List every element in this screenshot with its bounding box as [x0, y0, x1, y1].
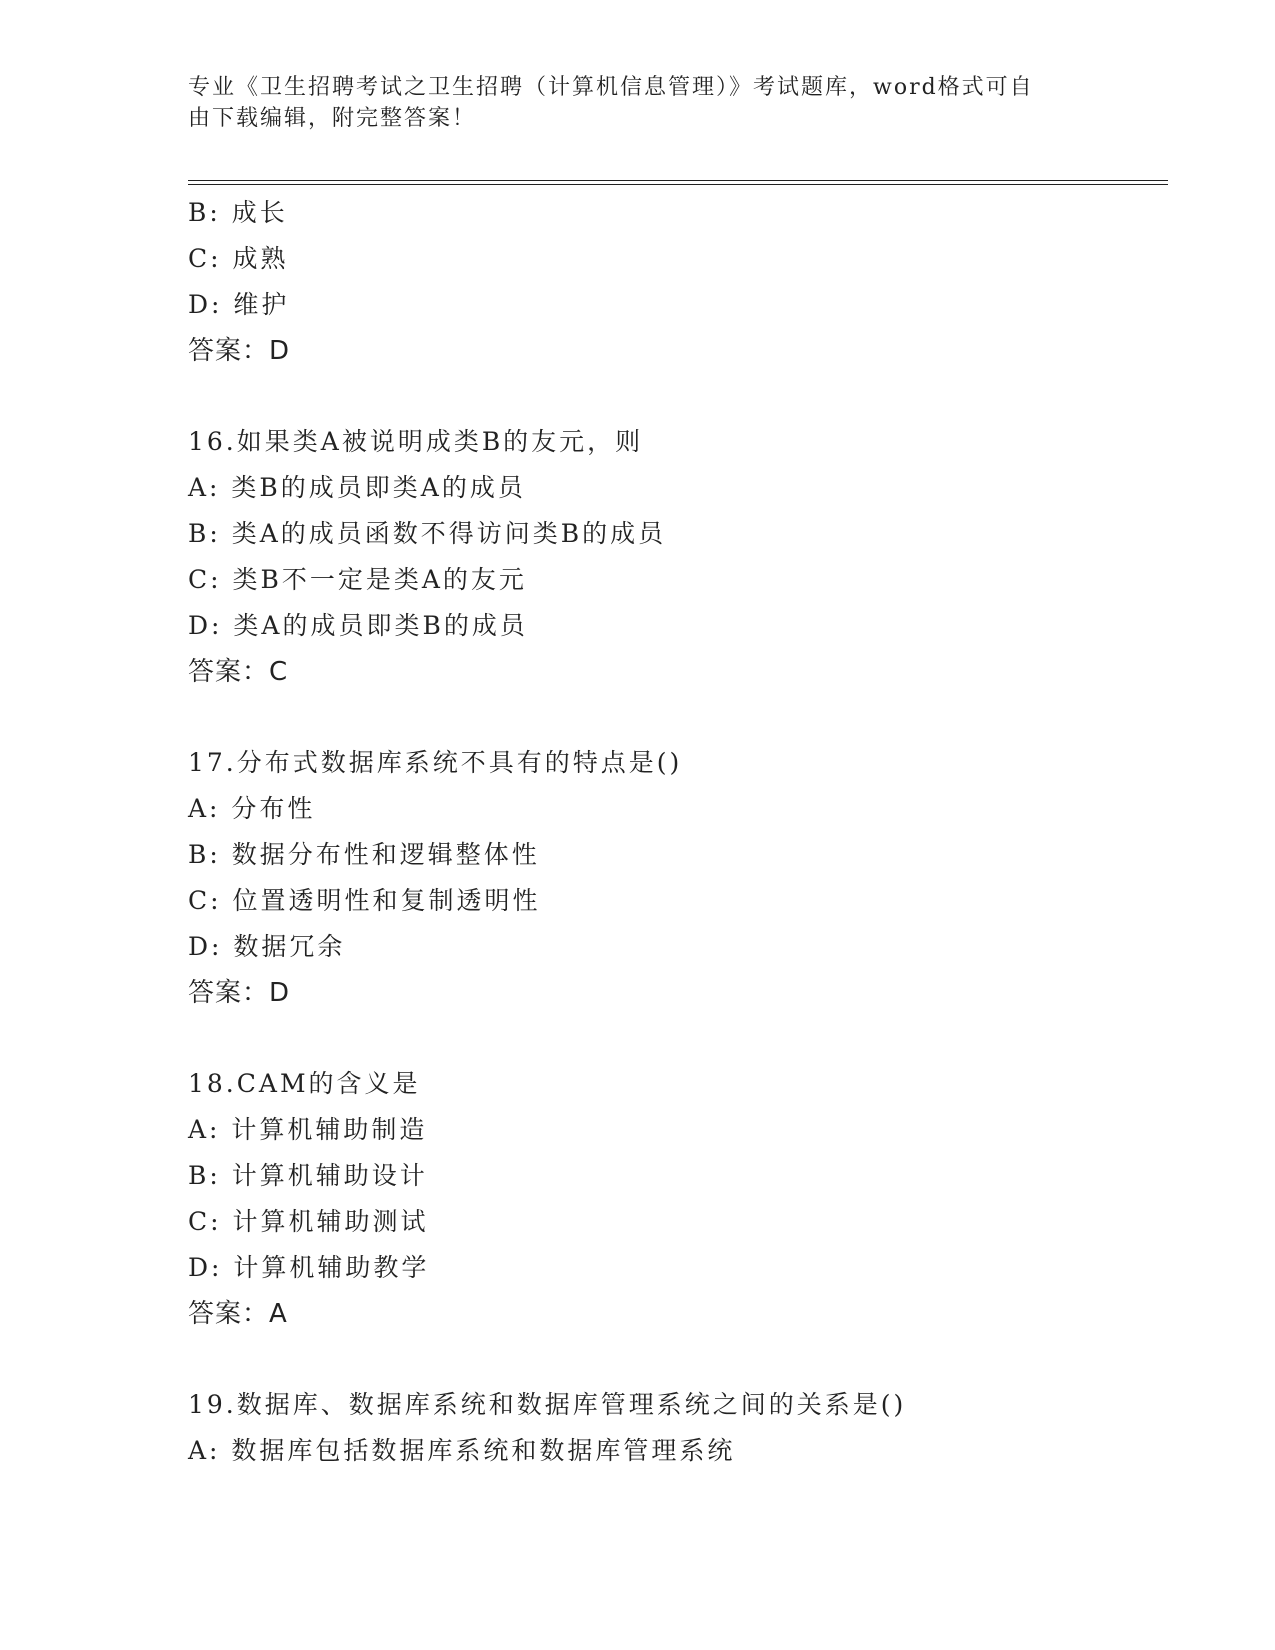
question-stem: 18.CAM的含义是 — [188, 1069, 421, 1098]
question-stem: 16.如果类A被说明成类B的友元，则 — [188, 427, 644, 456]
option-d: D: 类A的成员即类B的成员 — [188, 611, 528, 640]
question-stem: 17.分布式数据库系统不具有的特点是() — [188, 748, 683, 777]
option-d: D: 计算机辅助教学 — [188, 1253, 430, 1282]
option-c: C: 位置透明性和复制透明性 — [188, 886, 541, 915]
question-stem: 19.数据库、数据库系统和数据库管理系统之间的关系是() — [188, 1390, 907, 1419]
question-block-15 — [188, 190, 1188, 374]
spacer — [188, 374, 1188, 419]
header-line-2: 由下载编辑，附完整答案！ — [188, 106, 477, 131]
question-block-19 — [188, 1382, 1188, 1474]
header-line-1: 专业《卫生招聘考试之卫生招聘（计算机信息管理）》考试题库，word格式可自 — [188, 75, 1034, 100]
header-divider-top — [188, 180, 1168, 181]
option-a: A: 数据库包括数据库系统和数据库管理系统 — [188, 1436, 736, 1465]
option-b: B: 数据分布性和逻辑整体性 — [188, 840, 540, 869]
question-block-16 — [188, 419, 1188, 695]
answer-line: 答案：D — [188, 978, 291, 1008]
spacer — [188, 695, 1188, 740]
option-a: A: 类B的成员即类A的成员 — [188, 473, 526, 502]
option-c: C: 成熟 — [188, 244, 289, 273]
option-b: B: 成长 — [188, 198, 288, 227]
option-b: B: 计算机辅助设计 — [188, 1161, 428, 1190]
question-block-18 — [188, 1061, 1188, 1337]
spacer — [188, 1016, 1188, 1061]
option-b: B: 类A的成员函数不得访问类B的成员 — [188, 519, 667, 548]
header-divider-bottom — [188, 184, 1168, 185]
option-d: D: 数据冗余 — [188, 932, 346, 961]
option-d: D: 维护 — [188, 290, 290, 319]
document-header — [188, 72, 1068, 134]
answer-line: 答案：D — [188, 336, 291, 366]
option-c: C: 类B不一定是类A的友元 — [188, 565, 527, 594]
question-list — [188, 190, 1188, 1474]
question-block-17 — [188, 740, 1188, 1016]
answer-line: 答案：C — [188, 657, 289, 687]
option-c: C: 计算机辅助测试 — [188, 1207, 429, 1236]
answer-line: 答案：A — [188, 1299, 288, 1329]
option-a: A: 分布性 — [188, 794, 316, 823]
option-a: A: 计算机辅助制造 — [188, 1115, 428, 1144]
spacer — [188, 1337, 1188, 1382]
